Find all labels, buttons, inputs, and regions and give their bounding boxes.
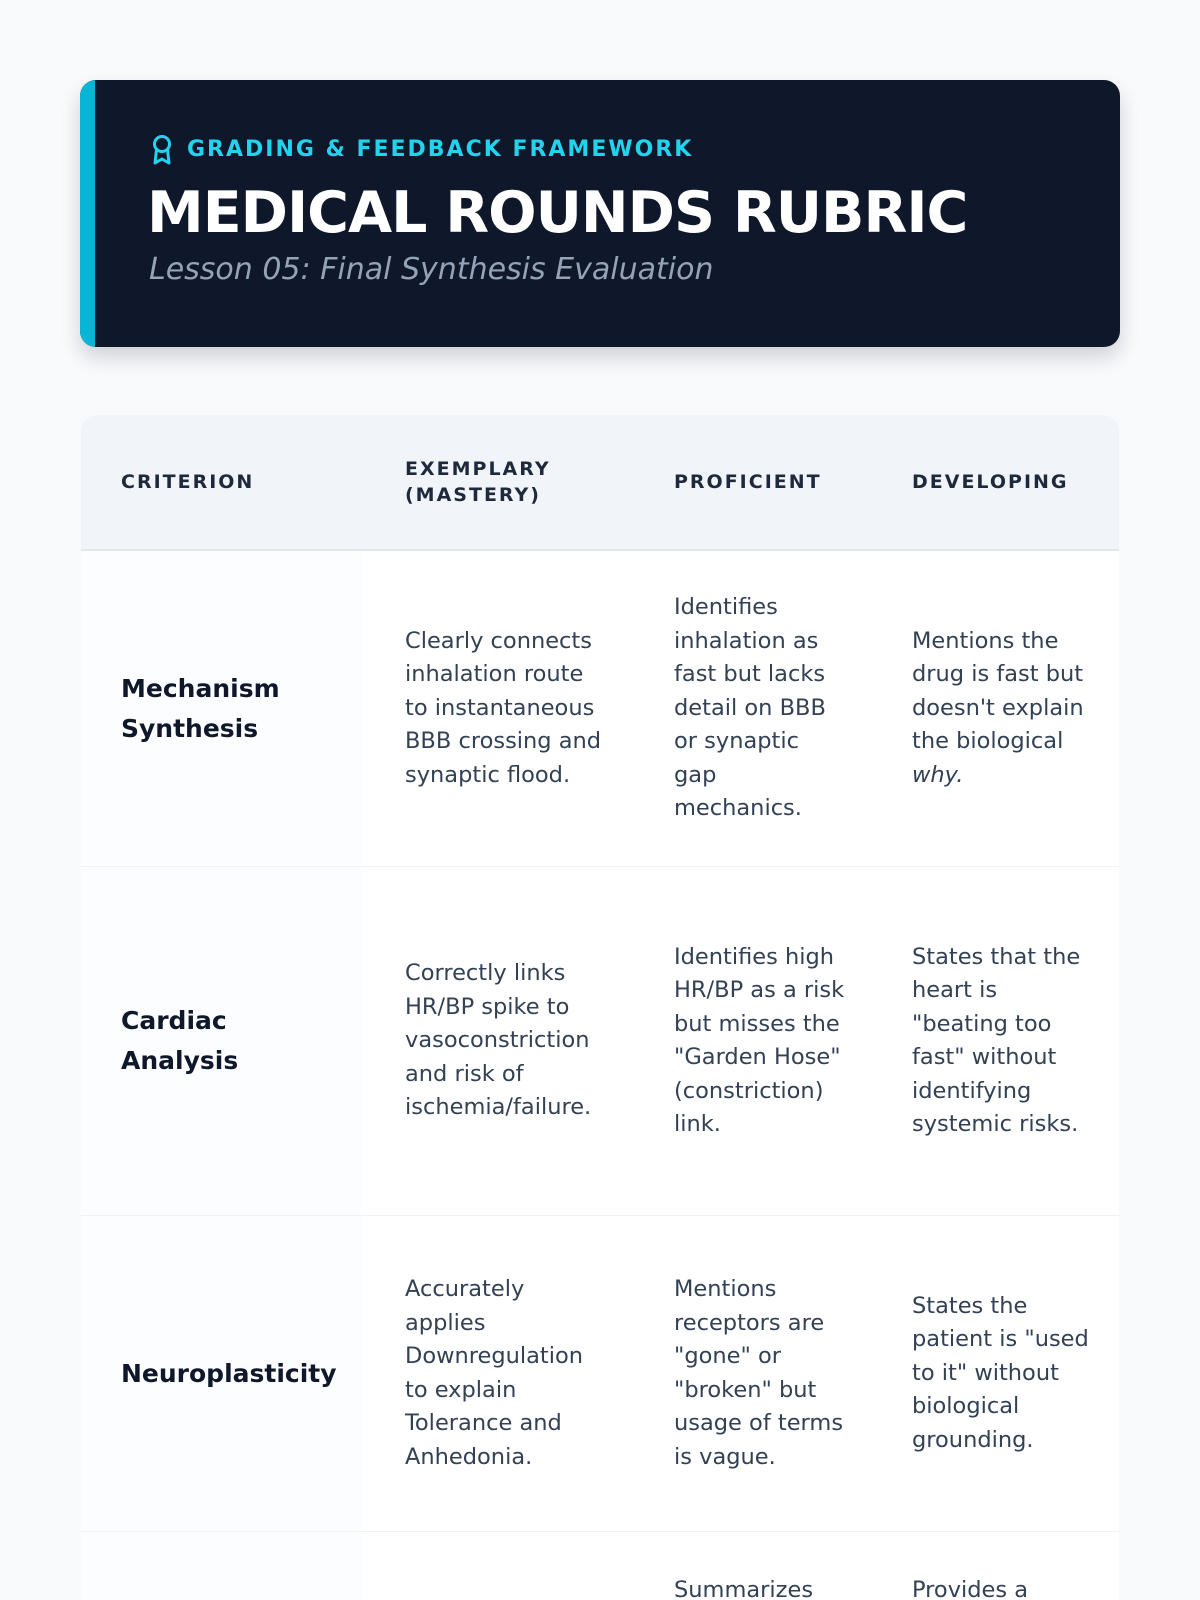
page-title: MEDICAL ROUNDS RUBRIC — [147, 180, 968, 246]
page-subtitle: Lesson 05: Final Synthesis Evaluation — [149, 252, 714, 287]
proficient-cell: Summarizes — [638, 1532, 876, 1600]
exemplary-cell: Accurately applies Downregulation to explain Tolerance and Anhedonia. — [363, 1216, 638, 1532]
criterion-cell: Neuroplasticity — [81, 1216, 363, 1532]
developing-emphasis: why. — [912, 761, 964, 788]
header-accent-bar — [80, 80, 95, 347]
table-row — [81, 867, 1119, 1216]
exemplary-cell: Correctly links HR/BP spike to vasoconstriction and risk of ischemia/failure. — [363, 867, 638, 1216]
header-eyebrow — [149, 134, 693, 166]
eyebrow-label: GRADING & FEEDBACK FRAMEWORK — [187, 137, 694, 162]
table-row — [81, 1532, 1119, 1600]
developing-cell: States the patient is "used to it" without biological grounding. — [876, 1216, 1119, 1532]
developing-text: Mentions the drug is fast but doesn't explain the biological — [912, 627, 1084, 755]
developing-cell: Provides a — [876, 1532, 1119, 1600]
developing-cell: States that the heart is "beating too fast" without identifying systemic risks. — [876, 867, 1119, 1216]
rubric-table — [81, 415, 1119, 1600]
criterion-cell: Mechanism Synthesis — [81, 550, 363, 867]
column-header-proficient: PROFICIENT — [638, 415, 876, 550]
table-row — [81, 1216, 1119, 1532]
criterion-cell — [81, 1532, 363, 1600]
column-header-exemplary: EXEMPLARY (MASTERY) — [363, 415, 638, 550]
proficient-cell: Identifies high HR/BP as a risk but misses the "Garden Hose" (constriction) link. — [638, 867, 876, 1216]
proficient-cell: Mentions receptors are "gone" or "broken" but usage of terms is vague. — [638, 1216, 876, 1532]
column-header-criterion: CRITERION — [81, 415, 363, 550]
table-row — [81, 550, 1119, 867]
table-header-row — [81, 415, 1119, 550]
rubric-table-card — [81, 415, 1119, 1600]
exemplary-cell: Clearly connects inhalation route to instantaneous BBB crossing and synaptic flood. — [363, 550, 638, 867]
exemplary-cell — [363, 1532, 638, 1600]
award-ribbon-icon — [149, 134, 175, 166]
developing-cell — [876, 550, 1119, 867]
column-header-developing: DEVELOPING — [876, 415, 1119, 550]
criterion-cell: Cardiac Analysis — [81, 867, 363, 1216]
proficient-cell: Identifies inhalation as fast but lacks detail on BBB or synaptic gap mechanics. — [638, 550, 876, 867]
